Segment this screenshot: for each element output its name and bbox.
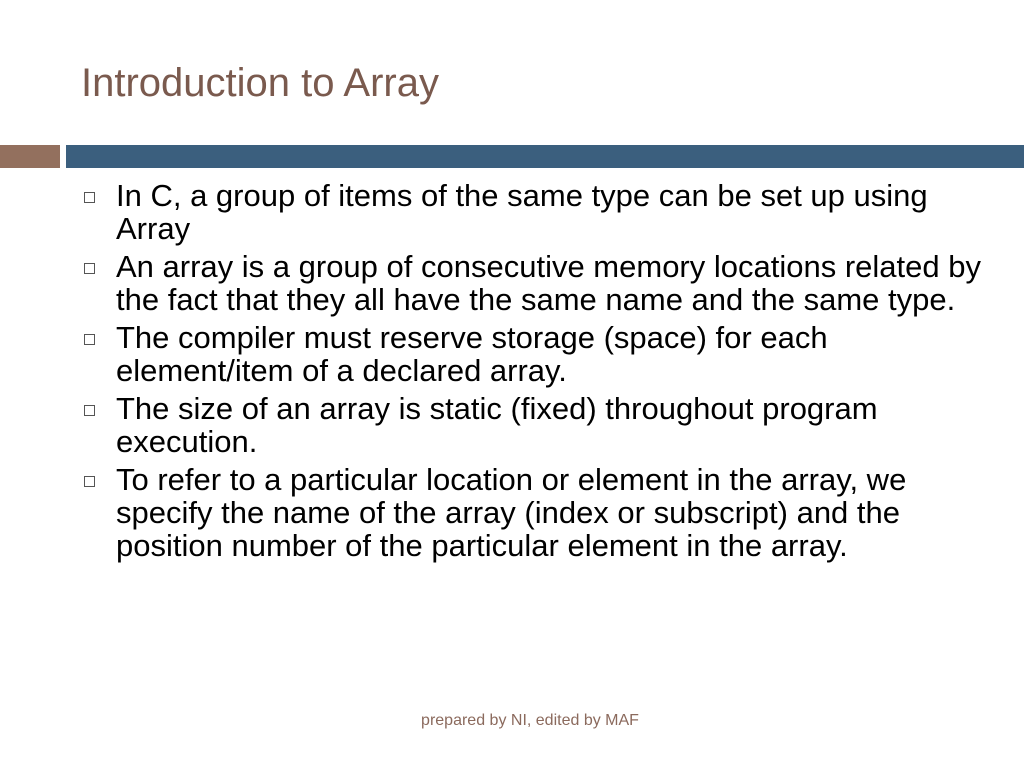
hollow-square-icon (84, 334, 95, 345)
hollow-square-icon (84, 476, 95, 487)
accent-bar-left (0, 145, 60, 168)
hollow-square-icon (84, 263, 95, 274)
hollow-square-icon (84, 405, 95, 416)
bullet-item (0, 463, 1024, 562)
bullet-list (0, 179, 1024, 567)
accent-bar-right (66, 145, 1024, 168)
bullet-item (0, 179, 1024, 245)
slide-footer: prepared by NI, edited by MAF (421, 712, 639, 729)
bullet-text: The compiler must reserve storage (space) for each element/item of a declared array. (116, 320, 828, 388)
bullet-text: In C, a group of items of the same type can be set up using Array (116, 178, 928, 246)
bullet-text: The size of an array is static (fixed) throughout program execution. (116, 391, 878, 459)
hollow-square-icon (84, 192, 95, 203)
slide-title: Introduction to Array (81, 61, 439, 105)
bullet-item (0, 250, 1024, 316)
bullet-text: An array is a group of consecutive memory locations related by the fact that they all have the same name and the same type. (116, 249, 981, 317)
bullet-item (0, 321, 1024, 387)
bullet-item (0, 392, 1024, 458)
bullet-text: To refer to a particular location or element in the array, we specify the name of the array (index or subscript) and the position number of the particular element in the array. (116, 462, 907, 563)
